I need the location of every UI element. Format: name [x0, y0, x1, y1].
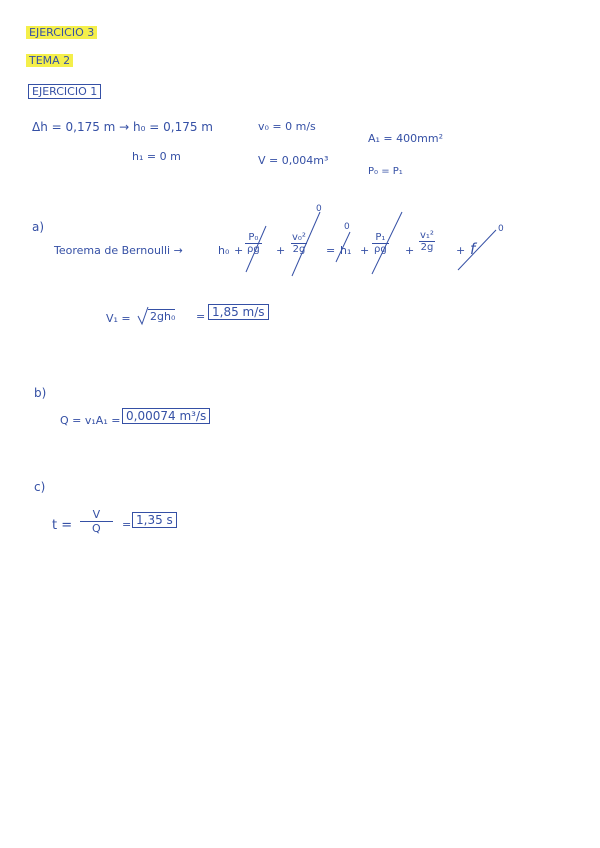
numerator: v₁² [420, 230, 434, 241]
term-h0: h₀ [218, 244, 230, 257]
denominator: ρg [374, 244, 387, 255]
equals-sign: = [196, 310, 206, 323]
equals-sign: = [326, 244, 336, 257]
given-h1: h₁ = 0 m [132, 150, 181, 163]
denominator: 2g [420, 242, 434, 253]
given-area: A₁ = 400mm² [368, 132, 443, 145]
v1-lhs: V₁ = [106, 312, 131, 325]
time-result-box: 1,35 s [132, 512, 177, 528]
exercise-box: EJERCICIO 1 [28, 84, 101, 99]
zero-mark: 0 [498, 224, 504, 234]
part-c-label: c) [34, 480, 46, 494]
denominator: 2g [292, 244, 306, 255]
numerator: V [92, 508, 101, 521]
given-delta-h: Δh = 0,175 m → h₀ = 0,175 m [32, 120, 213, 134]
given-pressure: P₀ = P₁ [368, 166, 403, 177]
term-f: f [470, 240, 476, 258]
equals-sign: = [122, 518, 132, 531]
sqrt-icon [138, 307, 148, 324]
time-lhs: t = [52, 518, 73, 533]
plus-sign: + [234, 244, 244, 257]
zero-mark: 0 [316, 204, 322, 214]
strike-mark [458, 230, 496, 270]
numerator: P₀ [248, 232, 259, 243]
denominator: Q [80, 521, 113, 535]
denominator: ρg [247, 244, 260, 255]
exercise-heading: EJERCICIO 3 [26, 26, 97, 39]
plus-sign: + [456, 244, 466, 257]
part-a-label: a) [32, 220, 45, 234]
strike-mark [246, 226, 266, 272]
given-v0: v₀ = 0 m/s [258, 120, 316, 133]
plus-sign: + [360, 244, 370, 257]
numerator: v₀² [292, 232, 306, 243]
flow-lhs: Q = v₁A₁ = [60, 414, 121, 427]
sqrt-body: 2gh₀ [150, 310, 176, 323]
strike-mark [336, 232, 350, 262]
plus-sign: + [276, 244, 286, 257]
part-b-label: b) [34, 386, 47, 400]
strike-mark [292, 212, 320, 276]
term-h1: h₁ [340, 244, 352, 257]
zero-mark: 0 [344, 222, 350, 232]
bernoulli-text: Teorema de Bernoulli → [54, 244, 183, 257]
plus-sign: + [405, 244, 415, 257]
topic-heading: TEMA 2 [26, 54, 73, 67]
numerator: P₁ [375, 232, 386, 243]
v1-result-box: 1,85 m/s [208, 304, 269, 320]
flow-result-box: 0,00074 m³/s [122, 408, 210, 424]
given-volume: V = 0,004m³ [258, 154, 329, 167]
strike-mark [372, 212, 402, 274]
